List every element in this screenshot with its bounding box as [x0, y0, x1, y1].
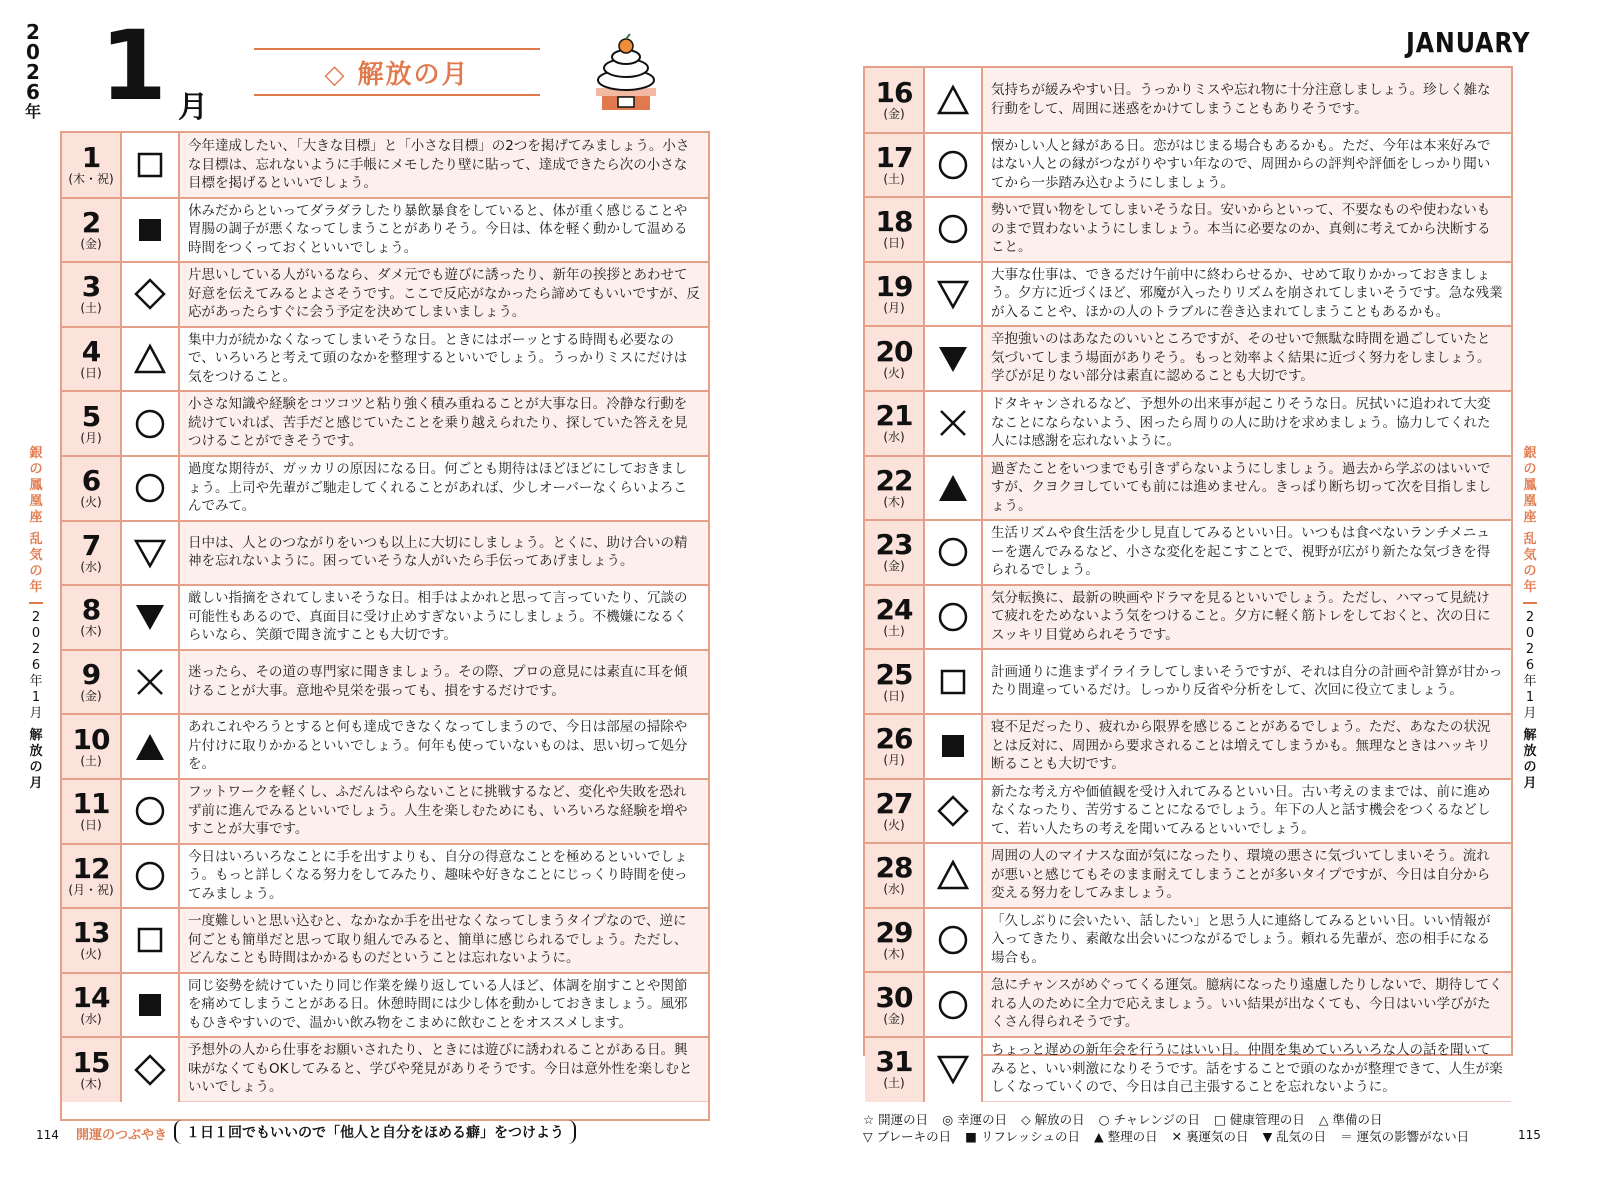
day-description: 生活リズムや食生活を少し見直してみるといい日。いつもは食べないランチメニューを選んでみるなど、小さな変化を起こすことで、視野が広がり新たな気づきを得られるでしょう。: [983, 520, 1511, 585]
weekday: (水): [80, 1012, 102, 1027]
day-number: 4: [81, 335, 101, 369]
fortune-symbol-cell: [122, 908, 180, 973]
day-row: [62, 391, 708, 456]
legend-item: ■ リフレッシュの日: [965, 1129, 1081, 1144]
day-number: 24: [875, 593, 913, 627]
row-separator: [62, 1036, 708, 1038]
date-cell: [62, 650, 122, 715]
day-description: 休みだからといってダラダラしたり暴飲暴食をしていると、体が重く感じることや胃腸の調子が悪くなってしまうことがありそう。今日は、体を軽く動かして温める時間をつくっておくといいでしょう。: [180, 198, 708, 263]
day-number: 7: [81, 528, 101, 562]
day-description: あれこれやろうとすると何も達成できなくなってしまうので、今日は部屋の掃除や片付けに取りかかるといいでしょう。何年も使っていないものは、思い切って処分を。: [180, 714, 708, 779]
weekday: (火): [883, 817, 905, 832]
day-row: [62, 650, 708, 715]
date-cell: [62, 779, 122, 844]
day-row: [865, 908, 1511, 973]
weekday: (土): [80, 301, 102, 316]
fortune-symbol-cell: [925, 972, 983, 1037]
month-english: JANUARY: [1405, 26, 1530, 59]
day-number: 8: [81, 593, 101, 627]
fortune-symbol-cell: [925, 908, 983, 973]
weekday: (金): [80, 236, 102, 251]
weekday: (金): [883, 559, 905, 574]
weekday: (金): [883, 107, 905, 122]
row-separator: [62, 778, 708, 780]
day-description: 気分転換に、最新の映画やドラマを見るといいでしょう。ただし、ハマって見続けて疲れをためないよう気をつけること。夕方に軽く筋トレをしておくと、次の日にスッキリ目覚められそうです。: [983, 585, 1511, 650]
date-cell: [62, 456, 122, 521]
row-separator: [62, 713, 708, 715]
day-number: 2: [81, 205, 101, 239]
day-number: 27: [875, 786, 913, 820]
day-description: 大事な仕事は、できるだけ午前中に終わらせるか、せめて取りかかっておきましょう。夕方に近づくほど、邪魔が入ったりリズムを崩されてしまいそうです。急な残業が入ることや、ほかの人のトラブルに巻き込まれてしまうこともあるかも。: [983, 262, 1511, 327]
day-number: 16: [875, 76, 913, 110]
day-description: 新たな考え方や価値観を受け入れてみるといい日。古い考えのままでは、前に進めなくなったり、苦労することになるでしょう。年下の人と話す機会をつくるなどして、若い人たちの考えを聞いてみるといいでしょう。: [983, 779, 1511, 844]
legend-item: ＝ 運気の影響がない日: [1340, 1129, 1470, 1144]
fortune-symbol-cell: [925, 133, 983, 198]
date-cell: [62, 973, 122, 1038]
fortune-symbol-cell: [122, 650, 180, 715]
weekday: (火): [80, 947, 102, 962]
day-number: 3: [81, 270, 101, 304]
row-separator: [865, 261, 1511, 263]
day-row: [62, 456, 708, 521]
circle-icon: [133, 407, 167, 441]
day-description: 懐かしい人と縁がある日。恋がはじまる場合もあるかも。ただ、今年は本来好みではない人との縁がつながりやすい年なので、周囲からの評判や評価をしっかり聞いてから一歩踏み込むようにしましょう。: [983, 133, 1511, 198]
day-number: 12: [72, 851, 110, 885]
day-row: [865, 68, 1511, 133]
row-separator: [865, 132, 1511, 134]
triangle-down-icon: [936, 277, 970, 311]
triangle-filled-icon: [133, 730, 167, 764]
day-number: 21: [875, 399, 913, 433]
day-row: [62, 908, 708, 973]
day-number: 9: [81, 658, 101, 692]
day-row: [62, 779, 708, 844]
weekday: (日): [883, 236, 905, 251]
legend-item: ☆ 開運の日: [863, 1112, 929, 1127]
circle-icon: [936, 923, 970, 957]
day-row: [62, 714, 708, 779]
date-cell: [865, 133, 925, 198]
date-cell: [62, 391, 122, 456]
day-number: 14: [72, 981, 110, 1015]
circle-icon: [936, 600, 970, 634]
day-row: [865, 972, 1511, 1037]
weekday: (土): [80, 753, 102, 768]
day-description: 勢いで買い物をしてしまいそうな日。安いからといって、不要なものや使わないものまで買わないようにしましょう。本当に必要なのか、真剣に考えてから決断すること。: [983, 197, 1511, 262]
fortune-symbol-cell: [925, 649, 983, 714]
day-description: 予想外の人から仕事をお願いされたり、ときには遊びに誘われることがある日。興味がなくてもOKしてみると、学びや発見がありそうです。今日は意外性を楽しむといいでしょう。: [180, 1037, 708, 1102]
day-number: 25: [875, 657, 913, 691]
calendar-right: [863, 66, 1513, 1096]
triangle-filled-icon: [936, 471, 970, 505]
day-number: 26: [875, 722, 913, 756]
weekday: (火): [80, 495, 102, 510]
legend-row-1: [863, 1111, 1423, 1128]
day-row: [865, 520, 1511, 585]
row-separator: [62, 843, 708, 845]
date-cell: [62, 521, 122, 586]
weekday: (水): [883, 430, 905, 445]
month-kanji: 月: [178, 90, 208, 125]
day-description: 辛抱強いのはあなたのいいところですが、そのせいで無駄な時間を過ごしていたと気づいてしまう場面がありそう。もっと効率よく結果に近づく努力をしましょう。学びが足りない部分は素直に認めることも大切です。: [983, 326, 1511, 391]
circle-icon: [936, 212, 970, 246]
fortune-symbol-cell: [122, 521, 180, 586]
day-description: 過度な期待が、ガッカリの原因になる日。何ごとも期待はほどほどにしておきましょう。上司や先輩がご馳走してくれることがあれば、少しオーバーなくらいよろこんでみて。: [180, 456, 708, 521]
square-icon: [133, 148, 167, 182]
row-separator: [865, 455, 1511, 457]
weekday: (木): [80, 624, 102, 639]
triangle-down-icon: [133, 536, 167, 570]
square-filled-icon: [936, 729, 970, 763]
fortune-symbol-cell: [122, 262, 180, 327]
weekday: (日): [883, 688, 905, 703]
weekday: (土): [883, 624, 905, 639]
day-row: [62, 198, 708, 263]
triangle-icon: [936, 83, 970, 117]
row-separator: [865, 390, 1511, 392]
day-description: 周囲の人のマイナスな面が気になったり、環境の悪さに気づいてしまいそう。流れが悪いと感じてもそのまま耐えてしまうことが多いタイプですが、今日は自分から変える努力をしてみましょう。: [983, 843, 1511, 908]
fortune-symbol-cell: [925, 1037, 983, 1102]
fortune-symbol-cell: [122, 327, 180, 392]
diamond-icon: [936, 794, 970, 828]
date-cell: [865, 68, 925, 133]
circle-icon: [133, 471, 167, 505]
day-row: [865, 714, 1511, 779]
day-description: 計画通りに進まずイライラしてしまいそうですが、それは自分の計画や計算が甘かったり間違っているだけ。しっかり反省や分析をして、次回に役立てましょう。: [983, 649, 1511, 714]
day-number: 5: [81, 399, 101, 433]
day-row: [62, 521, 708, 586]
weekday: (金): [883, 1011, 905, 1026]
square-filled-icon: [133, 213, 167, 247]
fortune-symbol-cell: [925, 714, 983, 779]
square-icon: [936, 665, 970, 699]
day-row: [865, 843, 1511, 908]
fortune-symbol-cell: [925, 197, 983, 262]
row-separator: [62, 520, 708, 522]
row-separator: [865, 325, 1511, 327]
row-separator: [865, 971, 1511, 973]
day-description: 日中は、人とのつながりをいつも以上に大切にしましょう。とくに、助け合いの精神を忘れないように。困っていそうな人がいたら手伝ってあげましょう。: [180, 521, 708, 586]
weekday: (水): [883, 882, 905, 897]
legend-item: ✕ 裏運気の日: [1171, 1129, 1249, 1144]
date-cell: [865, 1037, 925, 1102]
fortune-symbol-cell: [122, 714, 180, 779]
calendar-left: [60, 131, 710, 1121]
fortune-symbol-cell: [925, 391, 983, 456]
day-number: 11: [72, 787, 110, 821]
day-number: 10: [72, 722, 110, 756]
triangle-down-icon: [936, 1052, 970, 1086]
row-separator: [865, 584, 1511, 586]
row-separator: [865, 1036, 1511, 1038]
day-row: [865, 326, 1511, 391]
date-cell: [865, 585, 925, 650]
fortune-symbol-cell: [925, 68, 983, 133]
legend-row-2: [863, 1128, 1470, 1145]
row-separator: [865, 842, 1511, 844]
row-separator: [865, 648, 1511, 650]
row-separator: [865, 519, 1511, 521]
date-cell: [62, 844, 122, 909]
weekday: (月): [883, 753, 905, 768]
right-page: [800, 0, 1600, 1192]
side-label-left: 銀 の 鳳 凰 座 乱 気 の 年 2 0 2 6 年 1 月 解 放 の 月: [29, 446, 43, 791]
circle-icon: [936, 148, 970, 182]
day-row: [62, 973, 708, 1038]
date-cell: [865, 197, 925, 262]
side-label-right: 銀 の 鳳 凰 座 乱 気 の 年 2 0 2 6 年 1 月 解 放 の 月: [1523, 446, 1537, 791]
day-row: [865, 391, 1511, 456]
weekday: (月): [883, 301, 905, 316]
row-separator: [62, 197, 708, 199]
fortune-symbol-cell: [925, 326, 983, 391]
weekday: (日): [80, 818, 102, 833]
day-number: 29: [875, 916, 913, 950]
day-description: 急にチャンスがめぐってくる運気。臆病になったり遠慮したりしないで、期待してくれる人のために全力で応えましょう。いい結果が出なくても、今日はいい学びがたくさん得られそうです。: [983, 972, 1511, 1037]
day-row: [62, 133, 708, 198]
circle-icon: [133, 859, 167, 893]
day-description: 片思いしている人がいるなら、ダメ元でも遊びに誘ったり、新年の挨拶とあわせて好意を伝えてみるとよさそうです。ここで反応がなかったら諦めてもいいですが、反応があったらすぐに会う予定を決めてしまいましょう。: [180, 262, 708, 327]
month-theme: [254, 48, 540, 96]
tsubuyaki-label: 開運のつぶやき: [76, 1128, 168, 1143]
day-description: 過ぎたことをいつまでも引きずらないようにしましょう。過去から学ぶのはいいですが、クヨクヨしていても前には進めません。きっぱり断ち切って次を目指しましょう。: [983, 456, 1511, 521]
day-row: [865, 779, 1511, 844]
weekday: (火): [883, 365, 905, 380]
fortune-symbol-cell: [122, 779, 180, 844]
day-number: 28: [875, 851, 913, 885]
fortune-symbol-cell: [925, 456, 983, 521]
cross-icon: [133, 665, 167, 699]
day-description: 集中力が続かなくなってしまいそうな日。ときにはボーッとする時間も必要なので、いろいろと考えて頭のなかを整理するといいでしょう。うっかりミスにだけは気をつけること。: [180, 327, 708, 392]
row-separator: [62, 907, 708, 909]
fortune-symbol-cell: [925, 262, 983, 327]
date-cell: [62, 714, 122, 779]
date-cell: [865, 520, 925, 585]
day-number: 31: [875, 1045, 913, 1079]
date-cell: [62, 262, 122, 327]
triangle-icon: [133, 342, 167, 376]
fortune-symbol-cell: [122, 133, 180, 198]
legend-item: ◇ 解放の日: [1021, 1112, 1085, 1127]
circle-icon: [936, 988, 970, 1022]
circle-icon: [936, 535, 970, 569]
weekday: (月): [80, 430, 102, 445]
fortune-symbol-cell: [925, 779, 983, 844]
legend-item: ▼ 乱気の日: [1262, 1129, 1327, 1144]
day-description: ちょっと遅めの新年会を行うにはいい日。仲間を集めていろいろな人の話を聞いてみると、いい刺激になりそうです。話をすることで頭のなかが整理できて、人生が楽しくなっていくので、今日は自己主張することを忘れないように。: [983, 1037, 1511, 1102]
row-separator: [865, 778, 1511, 780]
day-row: [865, 197, 1511, 262]
date-cell: [62, 1037, 122, 1102]
day-description: 迷ったら、その道の専門家に聞きましょう。その際、プロの意見には素直に耳を傾けることが大事。意地や見栄を張っても、損をするだけです。: [180, 650, 708, 715]
day-description: フットワークを軽くし、ふだんはやらないことに挑戦するなど、変化や失敗を恐れず前に進んでみるといいでしょう。人生を楽しむためにも、いろいろな経験を増やすことが大事です。: [180, 779, 708, 844]
day-number: 1: [81, 141, 101, 175]
day-row: [865, 1037, 1511, 1102]
fortune-symbol-cell: [925, 585, 983, 650]
page-number-left: 114: [36, 1128, 59, 1142]
square-icon: [133, 923, 167, 957]
day-row: [62, 262, 708, 327]
date-cell: [62, 585, 122, 650]
date-cell: [865, 843, 925, 908]
row-separator: [62, 261, 708, 263]
date-cell: [865, 262, 925, 327]
legend-item: ○ チャレンジの日: [1098, 1112, 1201, 1127]
weekday: (木): [80, 1076, 102, 1091]
day-number: 20: [875, 334, 913, 368]
weekday: (木・祝): [68, 172, 114, 187]
fortune-symbol-cell: [925, 843, 983, 908]
day-row: [62, 844, 708, 909]
fortune-symbol-cell: [122, 844, 180, 909]
day-row: [62, 327, 708, 392]
legend-item: ▽ ブレーキの日: [863, 1129, 952, 1144]
legend-item: ▲ 整理の日: [1094, 1129, 1158, 1144]
day-row: [865, 133, 1511, 198]
circle-icon: [133, 794, 167, 828]
date-cell: [865, 972, 925, 1037]
date-cell: [865, 649, 925, 714]
legend-item: □ 健康管理の日: [1214, 1112, 1305, 1127]
cross-icon: [936, 406, 970, 440]
square-filled-icon: [133, 988, 167, 1022]
date-cell: [62, 327, 122, 392]
date-cell: [865, 326, 925, 391]
diamond-icon: [133, 1053, 167, 1087]
day-description: 寝不足だったり、疲れから限界を感じることがあるでしょう。ただ、あなたの状況とは反対に、周囲から要求されることは増えてしまうかも。無理なときはハッキリ断ることも大切です。: [983, 714, 1511, 779]
fortune-symbol-cell: [122, 1037, 180, 1102]
triangle-down-filled-icon: [133, 600, 167, 634]
day-number: 19: [875, 270, 913, 304]
weekday: (日): [80, 366, 102, 381]
day-number: 23: [875, 528, 913, 562]
date-cell: [865, 908, 925, 973]
date-cell: [865, 391, 925, 456]
day-number: 13: [72, 916, 110, 950]
fortune-symbol-cell: [925, 520, 983, 585]
fortune-symbol-cell: [122, 585, 180, 650]
page-number-right: 115: [1518, 1128, 1541, 1142]
day-row: [865, 262, 1511, 327]
row-separator: [62, 390, 708, 392]
date-cell: [62, 133, 122, 198]
day-row: [62, 585, 708, 650]
month-number: 1: [100, 10, 167, 122]
day-description: ドタキャンされるなど、予想外の出来事が起こりそうな日。尻拭いに追われて大変なことにならないよう、困ったら周りの人に助けを求めましょう。協力してくれた人には感謝を忘れないように。: [983, 391, 1511, 456]
day-number: 17: [875, 140, 913, 174]
year-vertical: 2 0 2 6 年: [24, 20, 41, 121]
triangle-icon: [936, 858, 970, 892]
row-separator: [865, 196, 1511, 198]
weekday: (木): [883, 494, 905, 509]
day-description: 今日はいろいろなことに手を出すよりも、自分の得意なことを極めるといいでしょう。もっと詳しくなる努力をしてみたり、趣味や好きなことにじっくり時間を使ってみましょう。: [180, 844, 708, 909]
day-number: 22: [875, 463, 913, 497]
date-cell: [865, 456, 925, 521]
day-description: 今年達成したい、「大きな目標」と「小さな目標」の2つを掲げてみましょう。小さな目標は、忘れないように手帳にメモしたり壁に貼って、達成できたら次の小さな目標を掲げるといいでしょう。: [180, 133, 708, 198]
weekday: (水): [80, 559, 102, 574]
row-separator: [865, 713, 1511, 715]
row-separator: [62, 584, 708, 586]
row-separator: [62, 455, 708, 457]
weekday: (土): [883, 171, 905, 186]
row-separator: [62, 972, 708, 974]
day-description: 同じ姿勢を続けていたり同じ作業を繰り返している人ほど、体調を崩すことや関節を痛めてしまうことがある日。休憩時間には少し体を動かしておきましょう。風邪もひきやすいので、温かい飲み物をこまめに飲むことをオススメします。: [180, 973, 708, 1038]
date-cell: [865, 714, 925, 779]
day-number: 18: [875, 205, 913, 239]
date-cell: [62, 908, 122, 973]
triangle-down-filled-icon: [936, 342, 970, 376]
fortune-symbol-cell: [122, 391, 180, 456]
day-row: [62, 1037, 708, 1102]
date-cell: [62, 198, 122, 263]
diamond-icon: [133, 277, 167, 311]
date-cell: [865, 779, 925, 844]
weekday: (土): [883, 1076, 905, 1091]
day-description: 小さな知識や経験をコツコツと粘り強く積み重ねることが大事な日。冷静な行動を続けていれば、苦手だと感じていたことを乗り越えられたり、探していた答えを見つけることができそうです。: [180, 391, 708, 456]
day-description: 厳しい指摘をされてしまいそうな日。相手はよかれと思って言っていたり、冗談の可能性もあるので、真面目に受け止めすぎないようにしましょう。不機嫌になるくらいなら、笑顔で聞き流すことも大切です。: [180, 585, 708, 650]
weekday: (金): [80, 689, 102, 704]
day-description: 気持ちが緩みやすい日。うっかりミスや忘れ物に十分注意しましょう。珍しく雑な行動をして、周囲に迷惑をかけてしまうこともありそうです。: [983, 68, 1511, 133]
row-separator: [62, 649, 708, 651]
theme-text: ◇ 解放の月: [324, 59, 470, 90]
fortune-symbol-cell: [122, 198, 180, 263]
day-description: 一度難しいと思い込むと、なかなか手を出せなくなってしまうタイプなので、逆に何ごとも簡単だと思って取り組んでみると、簡単に感じられるでしょう。ただし、どんなことも時間はかかるものだということは忘れないように。: [180, 908, 708, 973]
legend-item: ◎ 幸運の日: [942, 1112, 1008, 1127]
tsubuyaki-text: １日１回でもいいので「他人と自分をほめる癖」をつけよう: [174, 1120, 576, 1144]
day-number: 6: [81, 464, 101, 498]
legend-item: △ 準備の日: [1318, 1112, 1383, 1127]
day-number: 30: [875, 980, 913, 1014]
row-separator: [865, 907, 1511, 909]
day-row: [865, 649, 1511, 714]
row-separator: [62, 326, 708, 328]
day-description: 「久しぶりに会いたい、話したい」と思う人に連絡してみるといい日。いい情報が入ってきたり、素敵な出会いにつながるでしょう。頼れる先輩が、恋の相手になる場合も。: [983, 908, 1511, 973]
symbol-legend: [863, 1111, 1470, 1145]
day-number: 15: [72, 1045, 110, 1079]
fortune-symbol-cell: [122, 456, 180, 521]
weekday: (月・祝): [68, 882, 114, 897]
day-row: [865, 585, 1511, 650]
fortune-symbol-cell: [122, 973, 180, 1038]
day-row: [865, 456, 1511, 521]
weekday: (木): [883, 947, 905, 962]
kagami-mochi-icon: [588, 32, 664, 112]
